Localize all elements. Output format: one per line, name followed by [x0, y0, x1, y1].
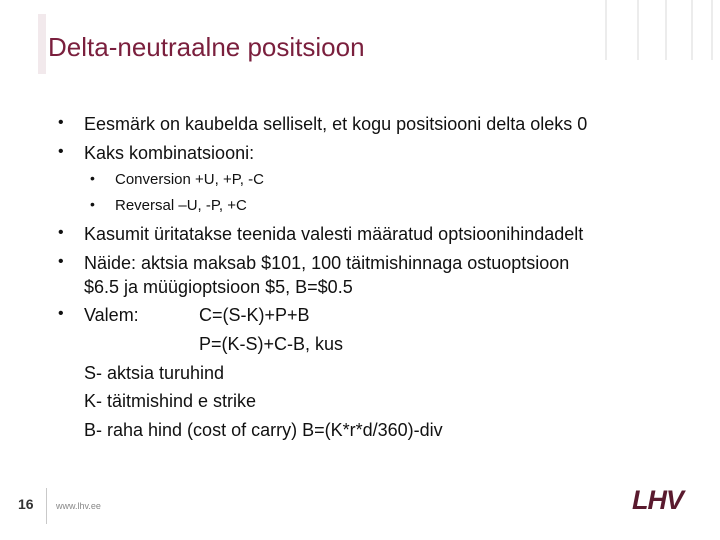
bullet-text: Kaks kombinatsiooni:: [84, 143, 255, 163]
page-number: 16: [18, 496, 34, 512]
formula-line: P=(K-S)+C-B, kus: [199, 334, 344, 354]
footer-url: www.lhv.ee: [56, 501, 101, 511]
sub-bullet-text: Reversal –U, -P, +C: [115, 197, 247, 214]
sub-bullet-marker: •: [90, 196, 95, 212]
bullet-continuation: $6.5 ja müügioptsioon $5, B=$0.5: [84, 277, 353, 297]
bullet-marker: •: [58, 143, 64, 160]
footer-divider: [46, 488, 47, 524]
svg-text:LHV: LHV: [632, 485, 683, 513]
bullet-marker: •: [58, 253, 64, 270]
definition-line: S- aktsia turuhind: [84, 363, 225, 383]
definition-line: K- täitmishind e strike: [84, 391, 257, 411]
slide-title: Delta-neutraalne positsioon: [48, 32, 365, 62]
bullet-text: Kasumit üritatakse teenida valesti määratud optsioonihindadelt: [84, 224, 584, 244]
bullet-text: Valem:: [84, 305, 139, 325]
definition-line: B- raha hind (cost of carry) B=(K*r*d/360)-div: [84, 420, 443, 440]
formula-line: C=(S-K)+P+B: [199, 305, 310, 325]
sub-bullet-text: Conversion +U, +P, -C: [115, 171, 264, 188]
lhv-logo: [632, 485, 704, 513]
bullet-marker: •: [58, 114, 64, 131]
bullet-text: Näide: aktsia maksab $101, 100 täitmishinnaga ostuoptsioon: [84, 253, 570, 273]
sub-bullet-marker: •: [90, 170, 95, 186]
bullet-marker: •: [58, 224, 64, 241]
bullet-text: Eesmärk on kaubelda selliselt, et kogu positsiooni delta oleks 0: [84, 114, 588, 134]
bullet-marker: •: [58, 305, 64, 322]
